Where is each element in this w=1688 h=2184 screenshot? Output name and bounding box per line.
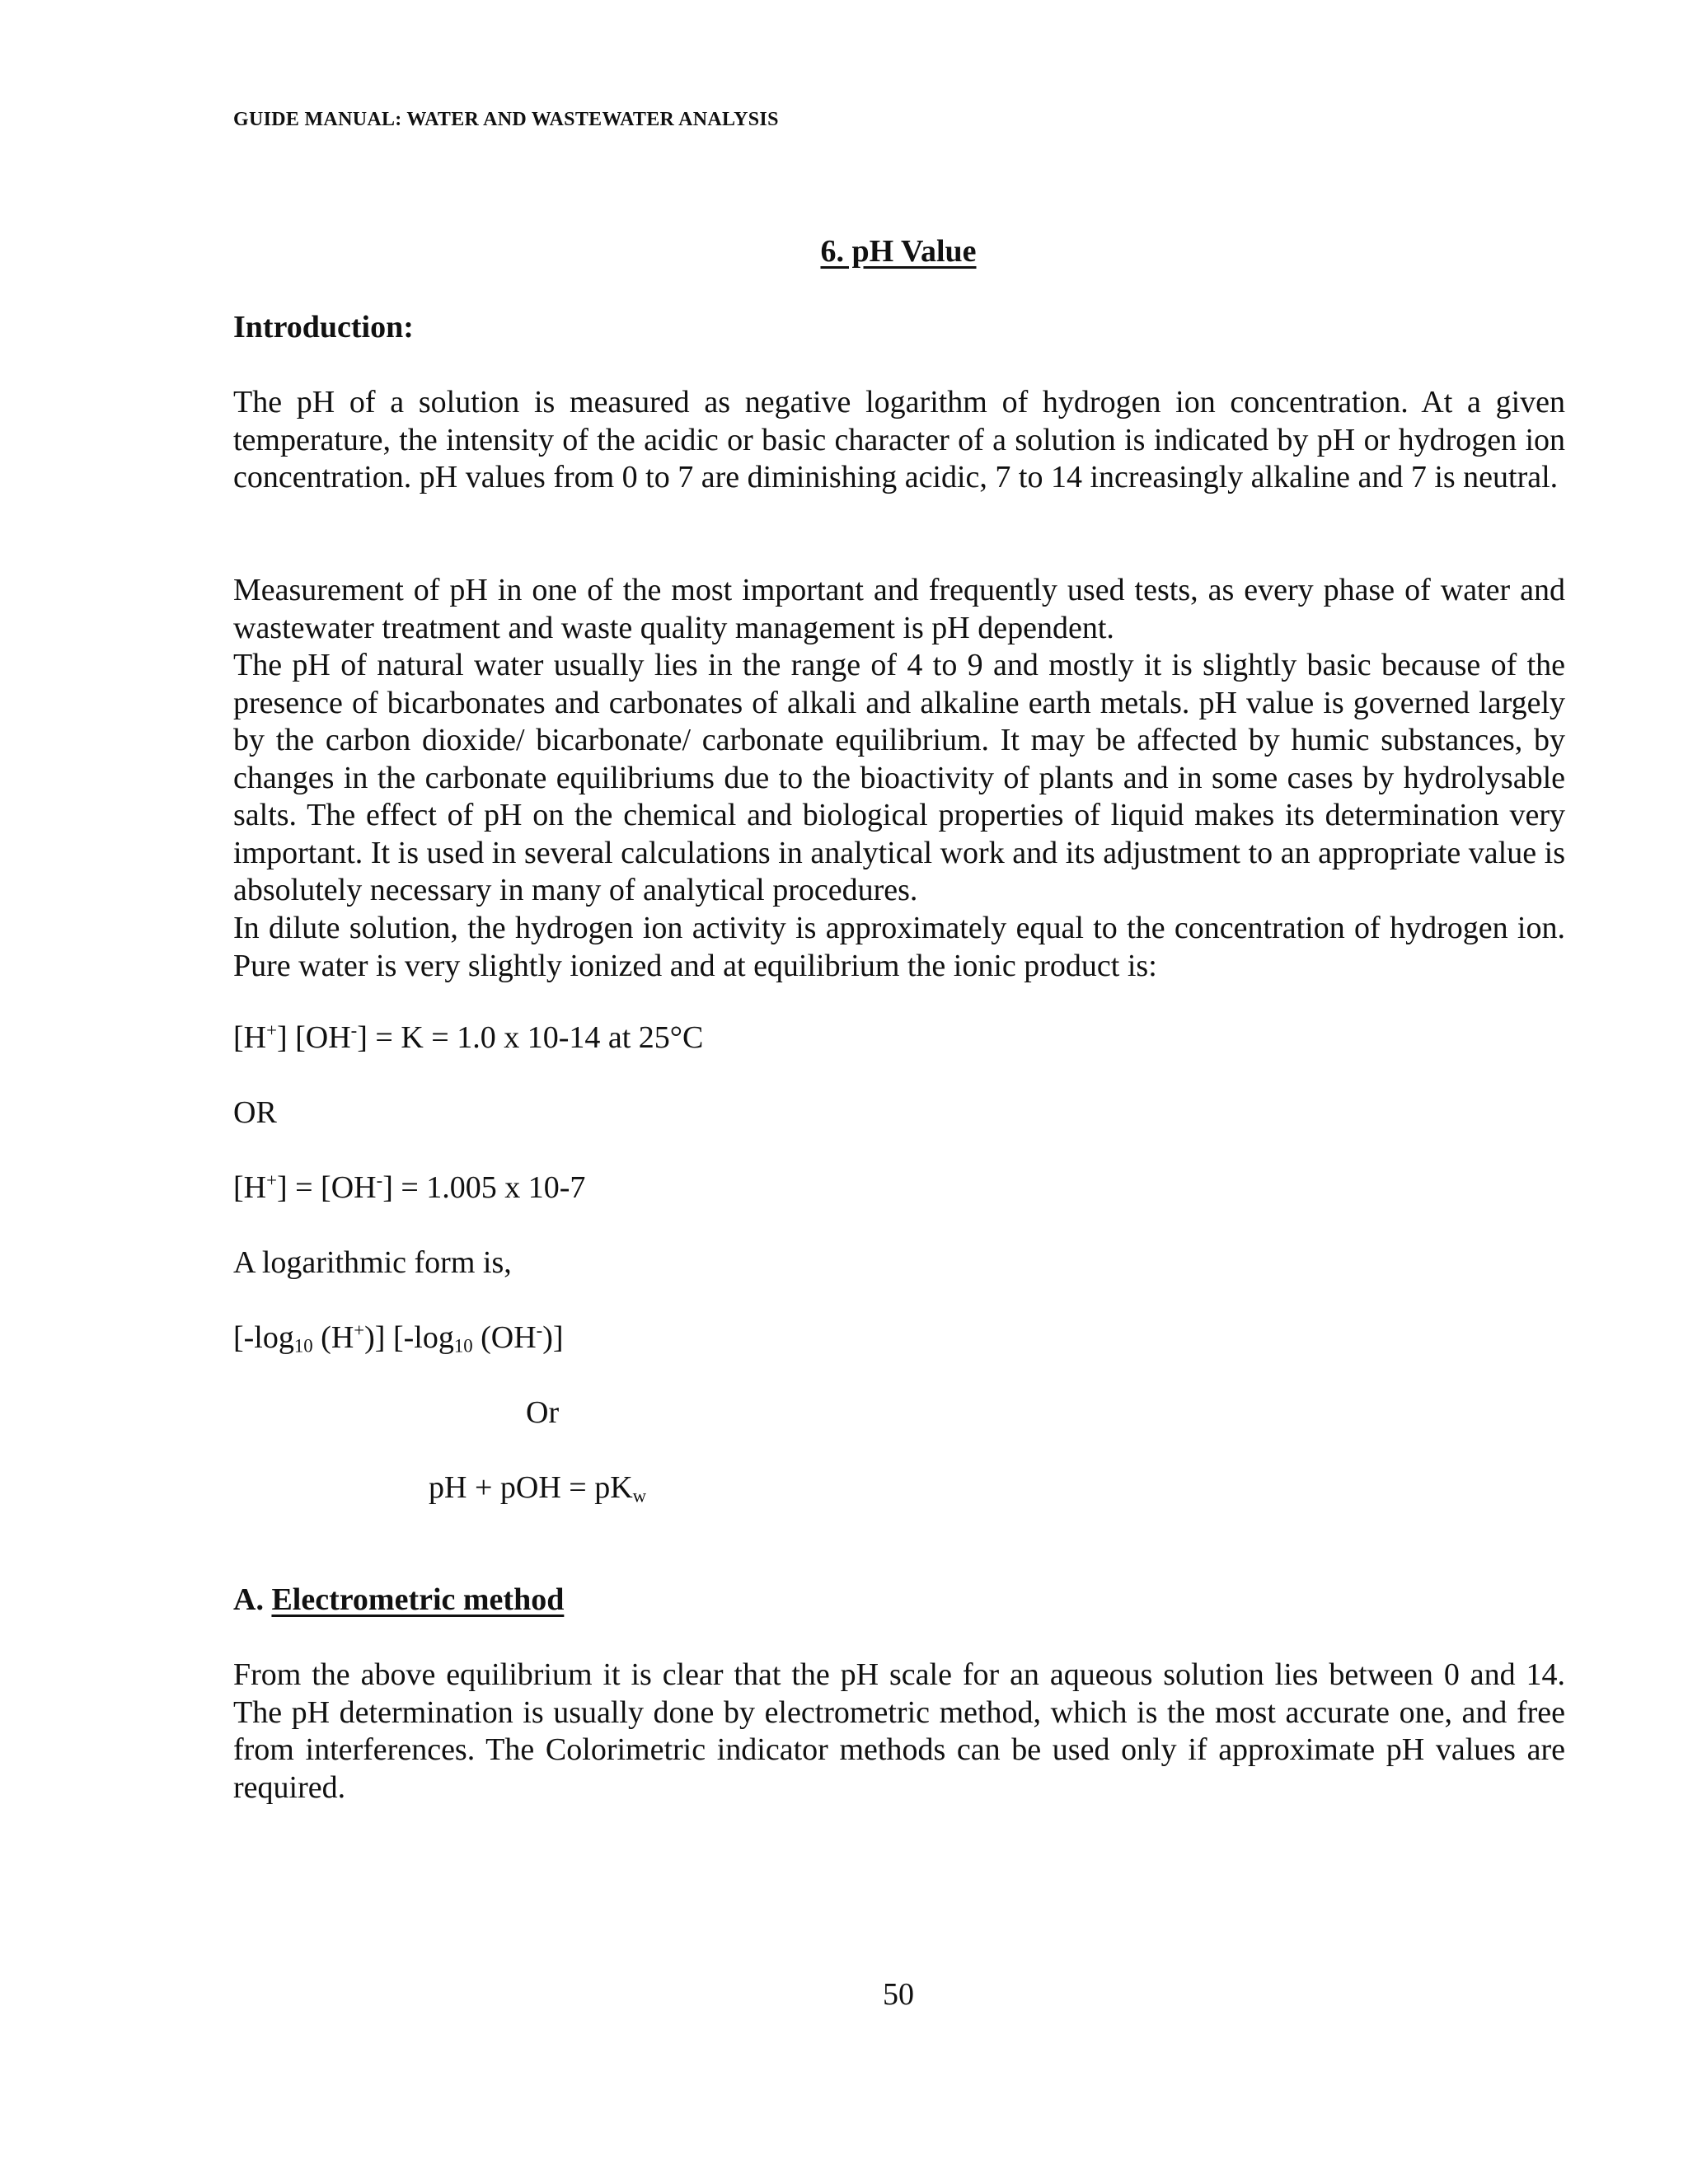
log-form-equation: [$-\log_{10}$ (H+)] [$-\log_{10}$ (OH-)] [233, 1319, 564, 1357]
running-header: GUIDE MANUAL: WATER AND WASTEWATER ANALYSIS [233, 109, 779, 130]
or-label-upper: OR [233, 1095, 277, 1130]
page-number: 50 [883, 1977, 914, 2012]
ph-sum-subscript: w [632, 1485, 647, 1507]
section-title: 6. pH Value [820, 234, 977, 269]
ph-sum-equation [429, 1469, 646, 1507]
intro-paragraph-3: The pH of natural water usually lies in the range of 4 to 9 and mostly it is slightly basic because of the presence of bicarbonates and carbonates of alkali and alkaline earth metals. pH value is governed largely by the carbon dioxide/ bicarbonate/ carbonate equilibrium. It may be affected by humic substances, by changes in the carbonate equilibriums due to the bioactivity of plants and in some cases by hydrolysable salts. The effect of pH on the chemical and biological properties of liquid makes its determination very important. It is used in several calculations in analytical work and its adjustment to an appropriate value is absolutely necessary in many of analytical procedures. [233, 648, 1565, 907]
intro-paragraph-4: In dilute solution, the hydrogen ion activity is approximately equal to the concentration of hydrogen ion. Pure water is very slightly ionized and at equilibrium the ionic product is: [233, 911, 1565, 983]
method-a-heading [233, 1582, 564, 1618]
intro-paragraph-2: Measurement of pH in one of the most important and frequently used tests, as every phase of water and wastewater treatment and waste quality management is pH dependent. [233, 573, 1565, 645]
method-a-prefix: A. [233, 1582, 264, 1617]
logarithmic-form-intro: A logarithmic form is, [233, 1245, 512, 1280]
or-label-lower: Or [526, 1395, 560, 1430]
intro-paragraph-1: The pH of a solution is measured as negative logarithm of hydrogen ion concentration. At a given temperature, the intensity of the acidic or basic character of a solution is indicated by pH or hydrogen ion concentration. pH values from 0 to 7 are diminishing acidic, 7 to 14 increasingly alkaline and 7 is neutral. [233, 385, 1565, 494]
method-a-paragraph: From the above equilibrium it is clear that the pH scale for an aqueous solution lies between 0 and 14. The pH determination is usually done by electrometric method, which is the most accurate one, and free from interferences. The Colorimetric indicator methods can be used only if approximate pH values are required. [233, 1657, 1565, 1805]
ionic-product-equation: [H+] [OH-] = K = 1.0 x 10-14 at 25°C [233, 1019, 704, 1055]
ionic-product-value: = K = 1.0 x 10-14 at 25°C [375, 1020, 704, 1055]
introduction-heading: Introduction: [233, 310, 414, 344]
equal-concentration-equation: [H+] = [OH-] = 1.005 x 10-7 [233, 1169, 586, 1205]
equal-concentration-value: = 1.005 x 10-7 [401, 1170, 586, 1205]
method-a-title: Electrometric method [271, 1582, 565, 1617]
ph-sum-text: pH + pOH = pK [429, 1470, 633, 1505]
